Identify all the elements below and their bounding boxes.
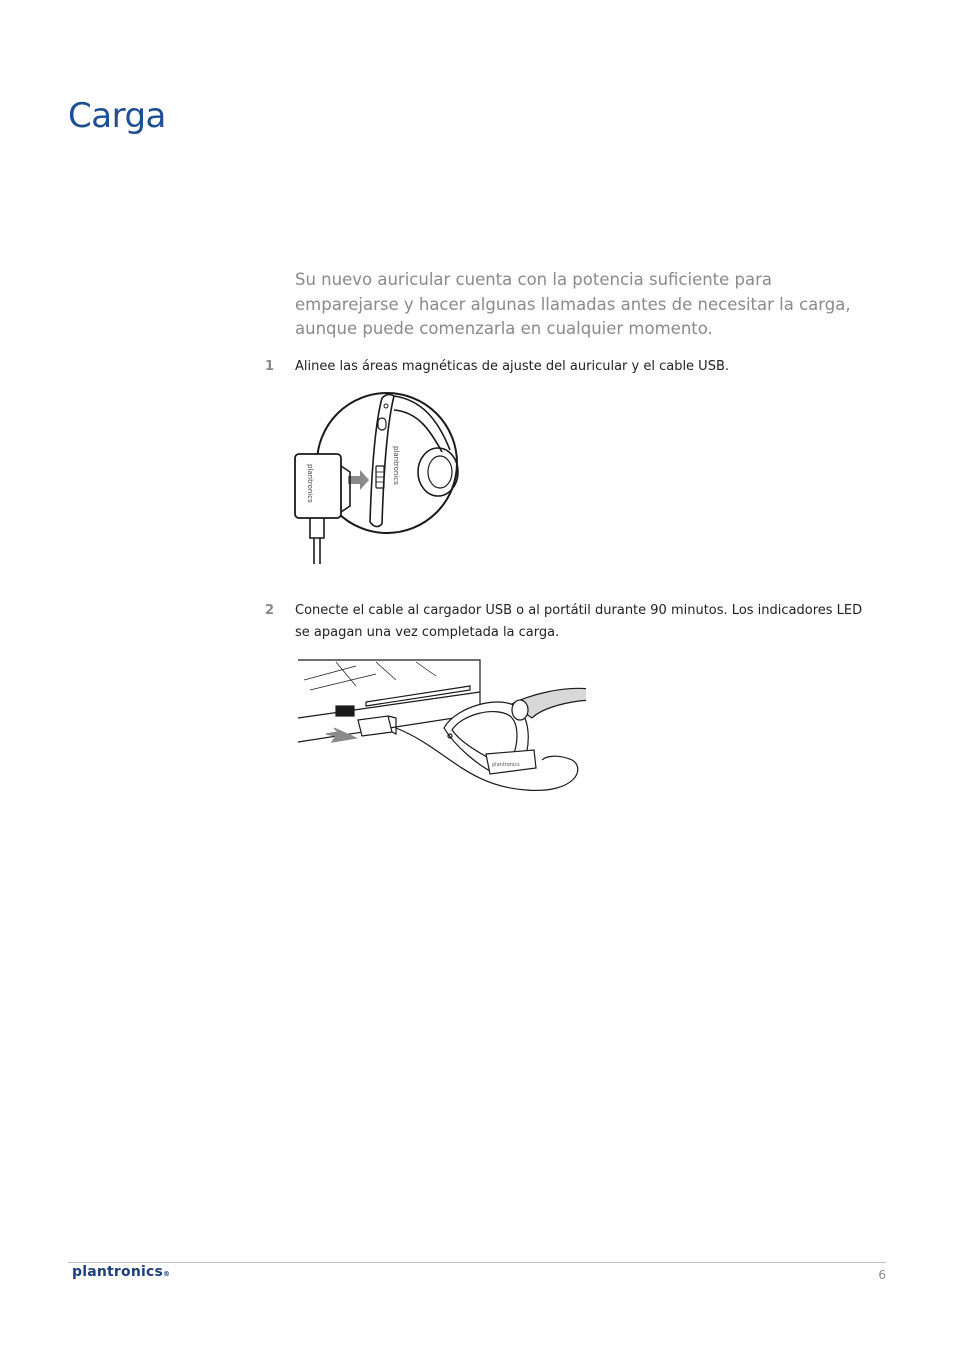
page-title: Carga	[68, 96, 166, 136]
usb-charger	[295, 454, 350, 564]
step-text: Alinee las áreas magnéticas de ajuste del auricular y el cable USB.	[295, 359, 730, 374]
headset-brand-label: plantronics	[492, 762, 520, 768]
logo-text: plantronics	[72, 1264, 164, 1280]
charger-brand-label: plantronics	[306, 464, 314, 503]
registered-mark: ®	[163, 1270, 171, 1278]
laptop-charging-illustration	[296, 656, 586, 796]
headset-brand-label: plantronics	[392, 446, 400, 485]
intro-paragraph: Su nuevo auricular cuenta con la potencia suficiente para emparejarse y hacer algunas llamadas antes de necesitar la carga, aunque puede comenzarla en cualquier momento.	[295, 270, 851, 338]
page-number: 6	[878, 1268, 886, 1282]
step-text: Conecte el cable al cargador USB o al portátil durante 90 minutos. Los indicadores LED se apagan una vez completada la carga.	[295, 603, 863, 640]
step-number: 1	[265, 359, 275, 374]
footer-divider	[68, 1262, 886, 1263]
magnetic-alignment-illustration	[290, 390, 470, 570]
usb-plug	[358, 716, 396, 736]
insert-arrow-icon	[326, 728, 356, 742]
plantronics-logo	[72, 1264, 170, 1280]
step-number: 2	[265, 603, 275, 618]
